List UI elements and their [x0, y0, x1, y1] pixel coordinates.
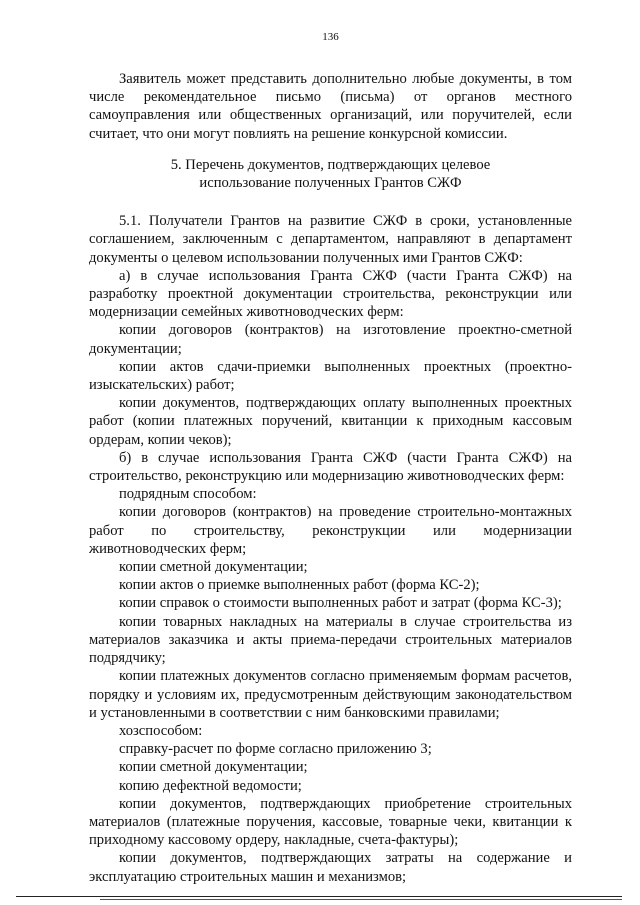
page-number: 136: [322, 31, 339, 43]
paragraph-item-b: б) в случае использования Гранта СЖФ (части Гранта СЖФ) на строительство, реконструкцию или модернизацию животноводческих ферм:: [89, 449, 572, 485]
footer-rule-secondary: [100, 899, 622, 900]
paragraph-item-a: а) в случае использования Гранта СЖФ (части Гранта СЖФ) на разработку проектной документации строительства, реконструкции или модернизации семейных животноводческих ферм:: [89, 267, 572, 321]
paragraph-contract-copies: копии договоров (контрактов) на изготовление проектно-сметной документации;: [89, 322, 572, 357]
paragraph-calc-certificate: справку-расчет по форме согласно приложению 3;: [119, 741, 432, 758]
paragraph-estimate-docs: копии сметной документации;: [119, 559, 308, 576]
section-title-line-1: 5. Перечень документов, подтверждающих целевое: [170, 156, 491, 173]
paragraph-contract-method: подрядным способом:: [119, 486, 257, 503]
paragraph-estimate-docs-2: копии сметной документации;: [119, 759, 308, 776]
paragraph-acceptance-acts: копии актов сдачи-приемки выполненных проектных (проектно-изыскательских) работ;: [89, 358, 572, 394]
document-page: [89, 30, 572, 886]
paragraph-5-1: 5.1. Получатели Грантов на развитие СЖФ в сроки, установленные соглашением, заключенным с департаментом, направляют в департамент документы о целевом использовании полученных ими Грантов СЖФ:: [89, 213, 572, 266]
paragraph-payment-proof: копии документов, подтверждающих оплату выполненных проектных работ (копии платежных поручений, квитанции к приходным кассовым ордерам, копии чеков);: [89, 395, 572, 448]
footer-rule: [16, 896, 622, 897]
paragraph-ks2: копии актов о приемке выполненных работ (форма КС-2);: [119, 577, 480, 594]
paragraph-defect-list: копию дефектной ведомости;: [119, 777, 302, 794]
section-title: [89, 156, 572, 192]
section-title-line-2: использование полученных Грантов СЖФ: [199, 175, 462, 192]
paragraph-ks3: копии справок о стоимости выполненных работ и затрат (форма КС-3);: [119, 595, 562, 612]
paragraph-payment-docs: копии платежных документов согласно применяемым формам расчетов, порядку и условиям их, предусмотренным действующим законодательством и установленными в соответствии с ним банковскими правилами;: [89, 668, 572, 721]
paragraph-machinery-costs: копии документов, подтверждающих затраты на содержание и эксплуатацию строительных машин и механизмов;: [89, 850, 572, 885]
paragraph-construction-contracts: копии договоров (контрактов) на проведение строительно-монтажных работ по строительству, реконструкции или модернизации животноводческих ферм;: [89, 504, 572, 557]
paragraph-own-method: хозспособом:: [119, 722, 203, 739]
paragraph-materials-proof: копии документов, подтверждающих приобретение строительных материалов (платежные поручения, кассовые, товарные чеки, квитанции к приходному кассовому ордеру, накладные, счета-фактуры);: [89, 795, 572, 849]
paragraph-invoices: копии товарных накладных на материалы в случае строительства из материалов заказчика и акты приема-передачи строительных материалов подрядчику;: [89, 613, 572, 667]
intro-paragraph: Заявитель может представить дополнительно любые документы, в том числе рекомендательное письмо (письма) от органов местного самоуправления или общественных организаций, или поручителей, если считает, что они могут повлиять на решение конкурсной комиссии.: [89, 71, 572, 142]
